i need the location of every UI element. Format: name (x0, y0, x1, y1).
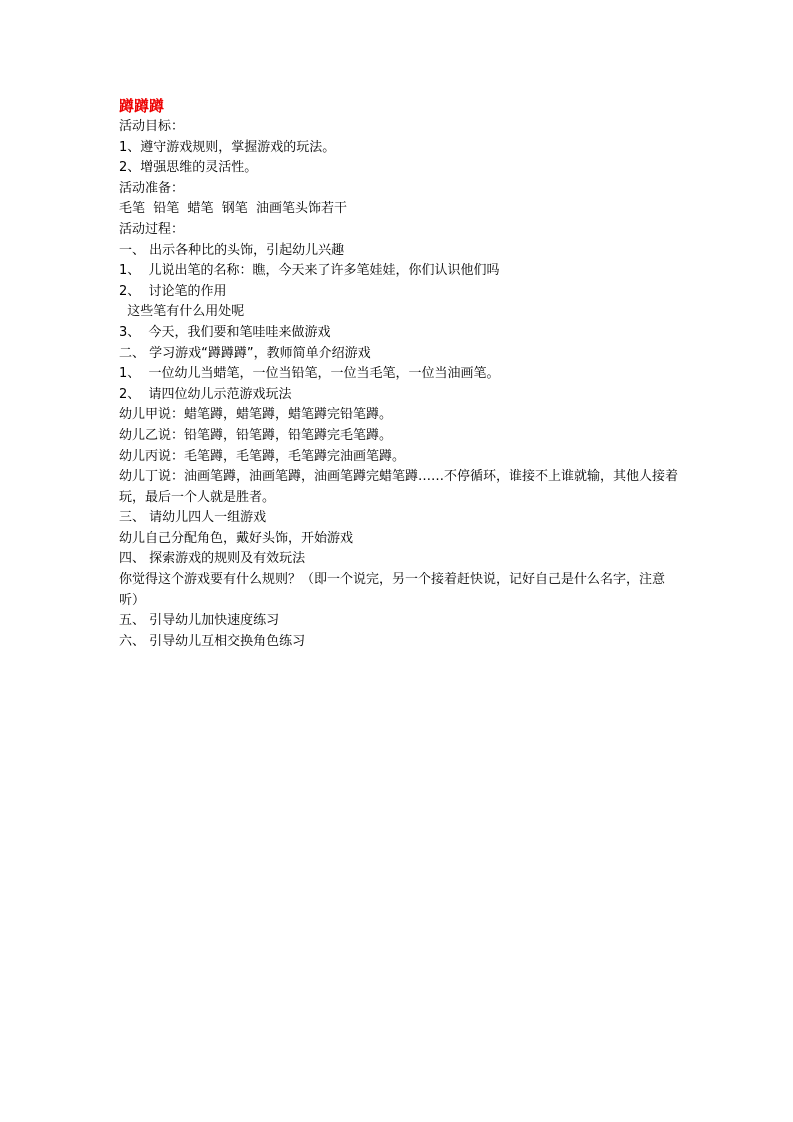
text-line-3: 2、增强思维的灵活性。 (119, 160, 258, 176)
text-line-15: 幼儿甲说：蜡笔蹲，蜡笔蹲，蜡笔蹲完铅笔蹲。 (119, 407, 393, 423)
text-line-4: 活动准备： (119, 180, 185, 196)
text-line-9: 2、 讨论笔的作用 (119, 283, 227, 299)
text-paragraph-2: 你觉得这个游戏要有什么规则？（即一个说完，另一个接着赶快说，记好自己是什么名字，注意听） (119, 572, 666, 608)
text-line-17: 幼儿丙说：毛笔蹲，毛笔蹲，毛笔蹲完油画笔蹲。 (119, 448, 406, 464)
text-line-14: 2、 请四位幼儿示范游戏玩法 (119, 386, 292, 402)
text-line-8: 1、 儿说出笔的名称：瞧，今天来了许多笔娃娃，你们认识他们吗 (119, 263, 500, 279)
text-line-7: 一、 出示各种比的头饰，引起幼儿兴趣 (119, 242, 345, 258)
text-line-18: 三、 请幼儿四人一组游戏 (119, 510, 267, 526)
text-line-19: 幼儿自己分配角色，戴好头饰，开始游戏 (119, 530, 354, 546)
text-line-12: 二、 学习游戏“蹲蹲蹲”，教师简单介绍游戏 (119, 345, 371, 361)
text-line-1: 活动目标： (119, 119, 185, 134)
document-title: 蹲蹲蹲 (119, 97, 165, 115)
text-line-22: 六、 引导幼儿互相交换角色练习 (119, 633, 306, 649)
text-line-10: 这些笔有什么用处呢 (119, 304, 245, 320)
text-line-11: 3、 今天，我们要和笔哇哇来做游戏 (119, 324, 331, 340)
text-line-20: 四、 探索游戏的规则及有效玩法 (119, 551, 306, 567)
text-line-6: 活动过程： (119, 221, 185, 237)
document-body (119, 96, 681, 652)
text-line-2: 1、遵守游戏规则，掌握游戏的玩法。 (119, 139, 336, 155)
text-line-21: 五、 引导幼儿加快速度练习 (119, 613, 280, 629)
text-paragraph-1: 幼儿丁说：油画笔蹲，油画笔蹲，油画笔蹲完蜡笔蹲……不停循环，谁接不上谁就输，其他人接着玩，最后一个人就是胜者。 (119, 469, 679, 505)
text-line-5: 毛笔 铅笔 蜡笔 钢笔 油画笔头饰若干 (119, 201, 348, 217)
text-line-13: 1、 一位幼儿当蜡笔，一位当铅笔，一位当毛笔，一位当油画笔。 (119, 366, 500, 382)
text-line-16: 幼儿乙说：铅笔蹲，铅笔蹲，铅笔蹲完毛笔蹲。 (119, 427, 393, 443)
